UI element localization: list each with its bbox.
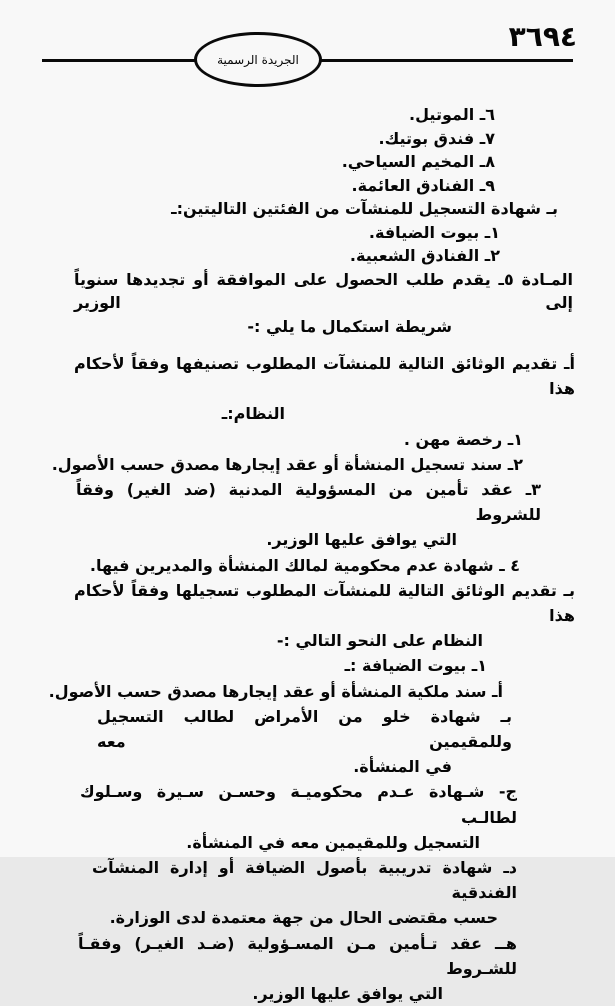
doc-line: حسب مقتضى الحال من جهة معتمدة لدى الوزارة. — [109, 908, 498, 928]
page-header — [0, 0, 615, 103]
masthead-title: الجريدة الرسمية — [217, 52, 299, 67]
doc-line: ٦ـ الموتيل. — [409, 105, 495, 124]
doc-line: ٣ـ عقد تأمين من المسؤولية المدنية (ضد الغير) وفقاً للشروط — [76, 480, 541, 525]
doc-line: دـ شهادة تدريبية بأصول الضيافة أو إدارة المنشآت الفندقية — [92, 858, 517, 903]
doc-line: التي يوافق عليها الوزير. — [252, 984, 443, 1004]
doc-line: النظام:ـ — [221, 404, 285, 424]
doc-line: النظام على النحو التالي :- — [276, 631, 483, 651]
doc-line: ١ـ بيوت الضيافة. — [368, 222, 500, 242]
doc-line: بـ تقديم الوثائق التالية للمنشآت المطلوب تسجيلها وفقاً لأحكام هذا — [74, 580, 575, 626]
document-content — [0, 103, 615, 1006]
doc-line: شريطة استكمال ما يلي :- — [247, 316, 452, 336]
doc-line: بـ شهادة التسجيل للمنشآت من الفئتين التاليتين:ـ — [171, 199, 558, 218]
doc-line: ٩ـ الفنادق العائمة. — [351, 175, 495, 195]
doc-line: ١ـ رخصة مهن . — [403, 429, 523, 449]
doc-line: ج- شـهادة عـدم محكوميـة وحسـن سـيرة وسـلوك لطالـب — [80, 782, 517, 827]
doc-line: التي يوافق عليها الوزير. — [266, 530, 457, 550]
doc-line: بـ شهادة خلو من الأمراض لطالب التسجيل وللمقيمين معه — [97, 706, 512, 752]
doc-line: ٢ـ الفنادق الشعبية. — [349, 246, 500, 265]
doc-line: ٢ـ سند تسجيل المنشأة أو عقد إيجارها مصدق حسب الأصول. — [51, 454, 523, 474]
doc-line: ٨ـ المخيم السياحي. — [341, 152, 495, 171]
doc-line: المـادة ٥ـ يقدم طلب الحصول على الموافقة أو تجديدها سنوياً إلى الوزير — [74, 269, 574, 312]
doc-line: هــ عقد تـأمين مـن المسـؤولية (ضـد الغيـر) وفقـاً للشـروط — [78, 933, 517, 978]
doc-line: أـ تقديم الوثائق التالية للمنشآت المطلوب تصنيفها وفقاً لأحكام هذا — [74, 354, 575, 399]
doc-line: ١ـ بيوت الضيافة :ـ — [344, 656, 487, 676]
doc-line: ٤ ـ شهادة عدم محكومية لمالك المنشأة والمديرين فيها. — [89, 555, 520, 575]
doc-line: أـ سند ملكية المنشأة أو عقد إيجارها مصدق حسب الأصول. — [48, 681, 503, 701]
doc-line: في المنشأة. — [353, 757, 452, 777]
doc-line: ٧ـ فندق بوتيك. — [378, 128, 495, 148]
page-number: ٣٦٩٤ — [508, 20, 577, 53]
doc-line: التسجيل وللمقيمين معه في المنشأة. — [186, 832, 480, 852]
masthead-seal — [194, 32, 322, 87]
